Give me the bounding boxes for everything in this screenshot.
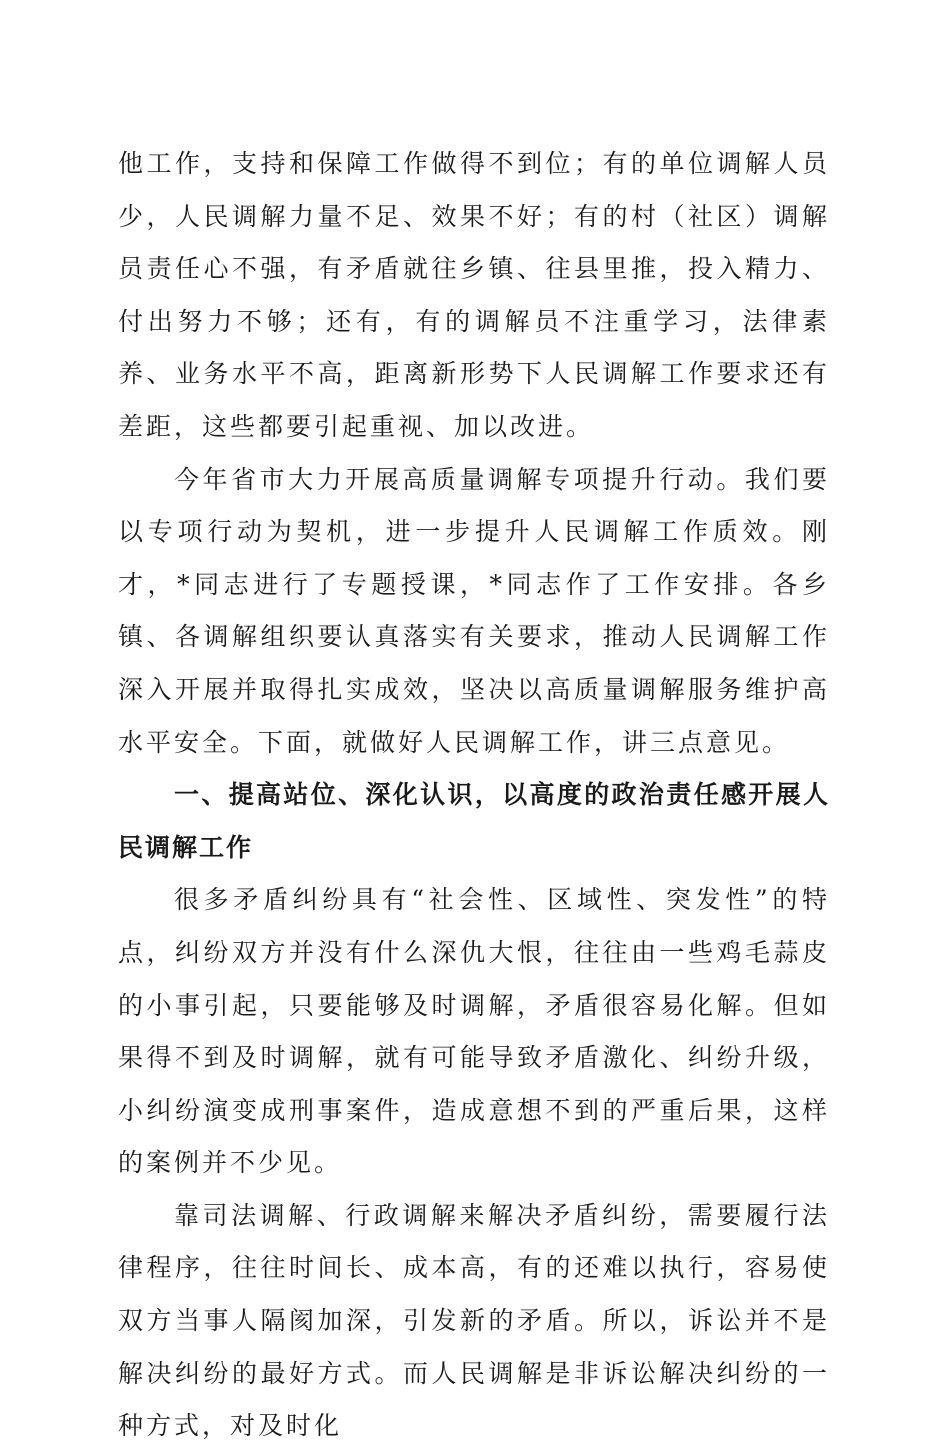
paragraph-special-campaign: 今年省市大力开展高质量调解专项提升行动。我们要以专项行动为契机，进一步提升人民调解工作质效。刚才，*同志进行了专题授课，*同志作了工作安排。各乡镇、各调解组织要认真落实有关要求，推动人民调解工作深入开展并取得扎实成效，坚决以高质量调解服务维护高水平安全。下面，就做好人民调解工作，讲三点意见。 [118,464,830,757]
section-heading-one: 一、提高站位、深化认识，以高度的政治责任感开展人民调解工作 [118,780,830,862]
paragraph-continuation: 他工作，支持和保障工作做得不到位；有的单位调解人员少，人民调解力量不足、效果不好；有的村（社区）调解员责任心不强，有矛盾就往乡镇、往县里推，投入精力、付出努力不够；还有，有的调解员不注重学习，法律素养、业务水平不高，距离新形势下人民调解工作要求还有差距，这些都要引起重视、加以改进。 [118,149,830,441]
paragraph-dispute-features: 很多矛盾纠纷具有“社会性、区域性、突发性”的特点，纠纷双方并没有什么深仇大恨，往往由一些鸡毛蒜皮的小事引起，只要能够及时调解，矛盾很容易化解。但如果得不到及时调解，就有可能导致矛盾激化、纠纷升级，小纠纷演变成刑事案件，造成意想不到的严重后果，这样的案例并不少见。 [118,885,830,1178]
document-body [118,138,830,1453]
paragraph-judicial-mediation: 靠司法调解、行政调解来解决矛盾纠纷，需要履行法律程序，往往时间长、成本高，有的还难以执行，容易使双方当事人隔阂加深，引发新的矛盾。所以，诉讼并不是解决纠纷的最好方式。而人民调解是非诉讼解决纠纷的一种方式，对及时化 [118,1200,830,1441]
